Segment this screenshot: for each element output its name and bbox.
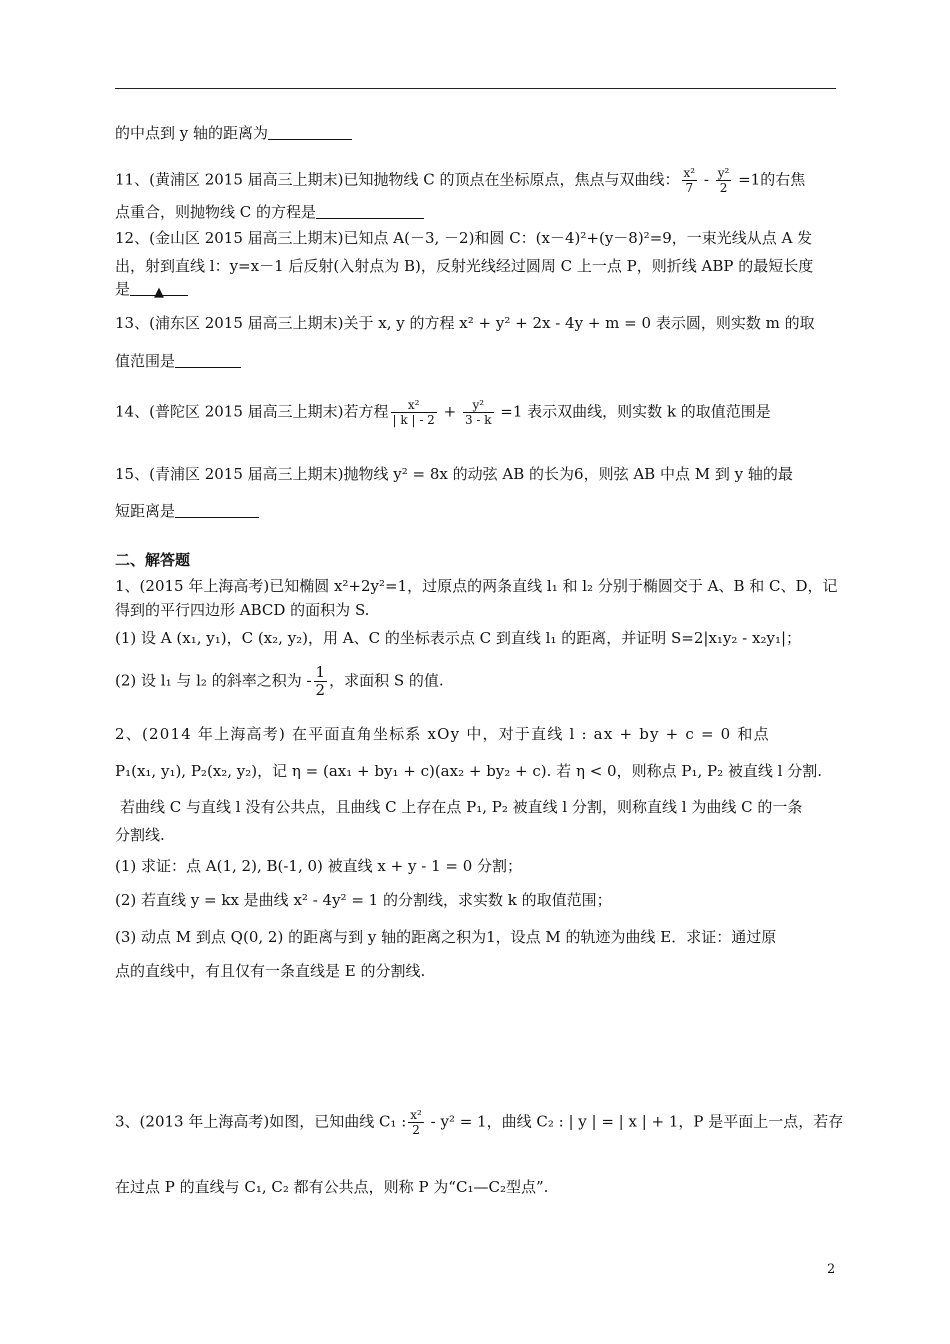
fraction: $\frac{\text{x²}}{| k | - 2}$ xyxy=(392,398,435,427)
problem-1-part2: (2) 设 l₁ 与 l₂ 的斜率之积为 - $\frac{1}{2}$ ，求面积 S 的值. xyxy=(115,663,444,699)
problem-2-part3: (3) 动点 M 到点 Q(0, 2) 的距离与到 y 轴的距离之积为1，设点 M 的轨迹为曲线 E．求证：通过原 xyxy=(115,928,777,946)
problem-2-part2: (2) 若直线 y = kx 是曲线 x² - 4y² = 1 的分割线，求实数 k 的取值范围； xyxy=(115,891,612,909)
question-12: 12、(金山区 2015 届高三上期末)已知点 A(－3, －2)和圆 C：(x－4)²+(y－8)²=9，一束光线从点 A 发 xyxy=(115,229,813,247)
section-heading: 二、解答题 xyxy=(115,551,191,569)
problem-1-cont: 得到的平行四边形 ABCD 的面积为 S. xyxy=(115,601,370,619)
fraction: $\frac{\text{x²}}{2}$ xyxy=(410,1108,422,1137)
question-15-cont: 短距离是 xyxy=(115,501,840,521)
problem-2-def: 若曲线 C 与直线 l 没有公共点，且曲线 C 上存在点 P₁, P₂ 被直线 l 分割，则称直线 l 为曲线 C 的一条 xyxy=(120,798,803,816)
problem-1: 1、(2015 年上海高考)已知椭圆 x²+2y²=1，过原点的两条直线 l₁ 和 l₂ 分别于椭圆交于 A、B 和 C、D，记 xyxy=(115,577,838,595)
question-11: 11、(黄浦区 2015 届高三上期末)已知抛物线 C 的顶点在坐标原点，焦点与双曲线： $\frac{\text{x²}}{7}$ - $\frac{\text{y²}}{2}$ =1的右焦 xyxy=(115,166,806,195)
question-11-cont xyxy=(115,202,840,222)
text: 点重合，则抛物线 C 的方程是 xyxy=(115,203,317,221)
fraction: $\frac{\text{y²}}{2}$ xyxy=(717,166,730,195)
problem-2-cont: P₁(x₁, y₁), P₂(x₂, y₂)，记 η = (ax₁ + by₁ + c)(ax₂ + by₂ + c). 若 η < 0，则称点 P₁, P₂ 被直线 l 分割. xyxy=(115,762,822,780)
answer-blank xyxy=(316,204,424,219)
text-line xyxy=(115,123,840,143)
question-13-cont: 值范围是 xyxy=(115,351,840,371)
answer-blank xyxy=(175,503,259,518)
problem-3-cont: 在过点 P 的直线与 C₁, C₂ 都有公共点，则称 P 为“C₁—C₂型点”. xyxy=(115,1178,549,1196)
answer-blank xyxy=(175,353,241,368)
page-number: 2 xyxy=(827,1262,836,1277)
problem-1-part1: (1) 设 A (x₁, y₁)，C (x₂, y₂)，用 A、C 的坐标表示点 C 到直线 l₁ 的距离，并证明 S=2|x₁y₂ - x₂y₁|； xyxy=(115,629,802,647)
text: 的中点到 y 轴的距离为 xyxy=(115,124,269,142)
fraction: $\frac{1}{2}$ xyxy=(315,663,326,699)
fraction: $\frac{\text{y²}}{3 - k}$ xyxy=(464,398,492,427)
question-15: 15、(青浦区 2015 届高三上期末)抛物线 y² = 8x 的动弦 AB 的长为6，则弦 AB 中点 M 到 y 轴的最 xyxy=(115,465,793,483)
problem-2-part1: (1) 求证：点 A(1, 2), B(-1, 0) 被直线 x + y - 1 = 0 分割； xyxy=(115,857,523,875)
answer-blank xyxy=(268,125,352,140)
question-12-end: 是 ▲ xyxy=(115,279,840,299)
question-12-cont: 出，射到直线 l：y=x－1 后反射(入射点为 B)，反射光线经过圆周 C 上一点 P，则折线 ABP 的最短长度 xyxy=(115,257,814,275)
problem-2-def-cont: 分割线. xyxy=(115,826,165,844)
problem-2-part3-cont: 点的直线中，有且仅有一条直线是 E 的分割线. xyxy=(115,962,426,980)
fraction: $\frac{\text{x²}}{7}$ xyxy=(683,166,696,195)
header-rule xyxy=(115,88,836,89)
question-13: 13、(浦东区 2015 届高三上期末)关于 x, y 的方程 x² + y² + 2x - 4y + m = 0 表示圆，则实数 m 的取 xyxy=(115,314,815,332)
problem-3: 3、(2013 年上海高考)如图，已知曲线 C₁ : $\frac{\text{x²}}{2}$ - y² = 1，曲线 C₂ : | y | = | x | + 1，P 是平面上一点，若存 xyxy=(115,1108,844,1137)
answer-blank xyxy=(130,281,188,300)
problem-2: 2、(2014 年上海高考) 在平面直角坐标系 xOy 中，对于直线 l : ax + by + c = 0 和点 xyxy=(115,725,770,743)
text: 11、(黄浦区 2015 届高三上期末)已知抛物线 C 的顶点在坐标原点，焦点与双曲线： xyxy=(115,170,680,189)
question-14: 14、(普陀区 2015 届高三上期末)若方程 $\frac{\text{x²}}{| k | - 2}$ + $\frac{\text{y²}}{3 - k}$ =1 表示双曲线，则实数 k 的取值范围是 xyxy=(115,398,771,427)
triangle-icon: ▲ xyxy=(154,285,165,300)
